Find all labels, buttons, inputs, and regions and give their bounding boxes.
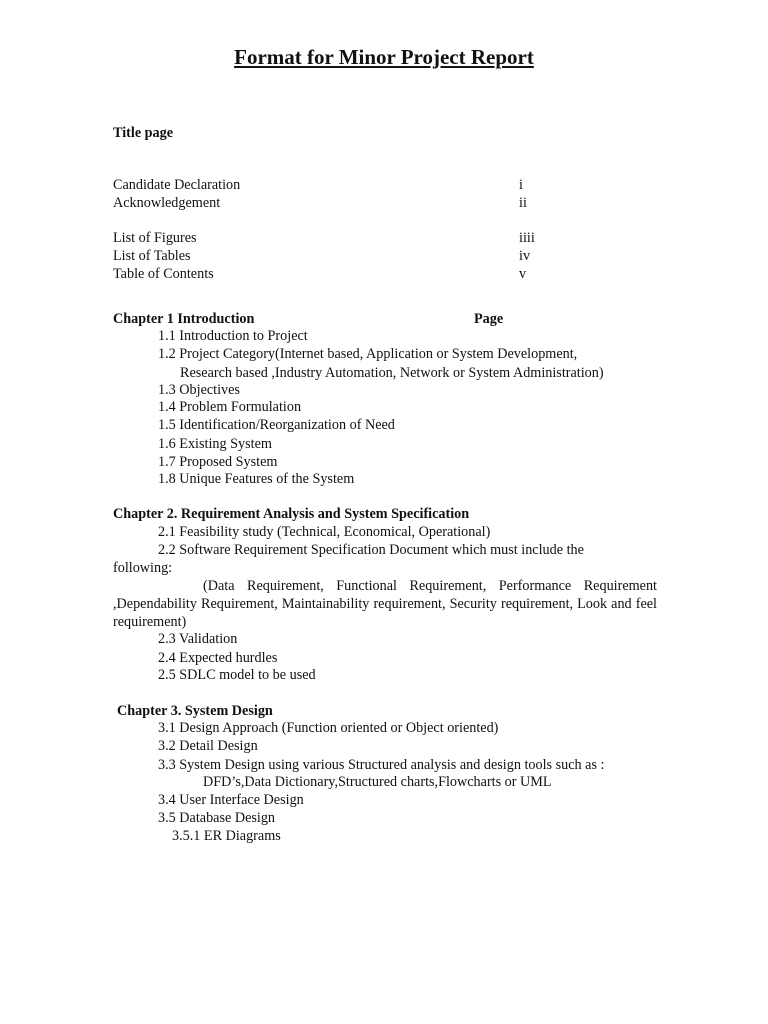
srs-requirements-paragraph: (Data Requirement, Functional Requirement, Performance Requirement ,Dependability Requirement, Maintainability requirement, Security requirement, Look and feel requirement) xyxy=(113,578,657,630)
toc-item: 2.2 Software Requirement Specification Document which must include the xyxy=(158,542,584,558)
toc-item: 2.1 Feasibility study (Technical, Economical, Operational) xyxy=(158,524,491,540)
toc-subitem: 3.5.1 ER Diagrams xyxy=(172,828,281,844)
front-matter-page: iiii xyxy=(519,230,535,246)
front-matter-label: Table of Contents xyxy=(113,266,214,282)
chapter2-heading: Chapter 2. Requirement Analysis and System Specification xyxy=(113,506,470,522)
front-matter-page: ii xyxy=(519,195,527,211)
front-matter-label: List of Tables xyxy=(113,248,191,264)
front-matter-page: v xyxy=(519,266,527,282)
toc-item-continuation: DFD’s,Data Dictionary,Structured charts,Flowcharts or UML xyxy=(203,774,552,790)
toc-item: 1.5 Identification/Reorganization of Need xyxy=(158,417,395,433)
page-column-label: Page xyxy=(474,311,504,327)
toc-item: 3.1 Design Approach (Function oriented or Object oriented) xyxy=(158,720,499,736)
toc-item: 1.3 Objectives xyxy=(158,382,240,398)
toc-item: 1.4 Problem Formulation xyxy=(158,399,302,415)
toc-item: 3.2 Detail Design xyxy=(158,738,258,754)
title-page-label: Title page xyxy=(113,125,174,141)
front-matter-label: List of Figures xyxy=(113,230,197,246)
front-matter-label: Acknowledgement xyxy=(113,195,221,211)
toc-item: 1.8 Unique Features of the System xyxy=(158,471,355,487)
toc-item: 1.6 Existing System xyxy=(158,436,272,452)
toc-item: 1.2 Project Category(Internet based, Application or System Development, xyxy=(158,346,578,362)
toc-item: 1.1 Introduction to Project xyxy=(158,328,308,344)
document-title: Format for Minor Project Report xyxy=(234,45,534,69)
toc-item: 3.5 Database Design xyxy=(158,810,276,826)
toc-item: 2.4 Expected hurdles xyxy=(158,650,278,666)
chapter1-heading: Chapter 1 Introduction xyxy=(113,311,255,327)
toc-item: 1.7 Proposed System xyxy=(158,454,278,470)
toc-item: 3.4 User Interface Design xyxy=(158,792,304,808)
chapter3-heading: Chapter 3. System Design xyxy=(117,703,273,719)
front-matter-label: Candidate Declaration xyxy=(113,177,241,193)
toc-item-continuation: following: xyxy=(113,560,173,576)
front-matter-page: i xyxy=(519,177,523,193)
toc-item: 3.3 System Design using various Structured analysis and design tools such as : xyxy=(158,757,605,773)
front-matter-page: iv xyxy=(519,248,531,264)
toc-item-continuation: Research based ,Industry Automation, Network or System Administration) xyxy=(180,365,604,381)
toc-item: 2.3 Validation xyxy=(158,631,238,647)
toc-item: 2.5 SDLC model to be used xyxy=(158,667,316,683)
